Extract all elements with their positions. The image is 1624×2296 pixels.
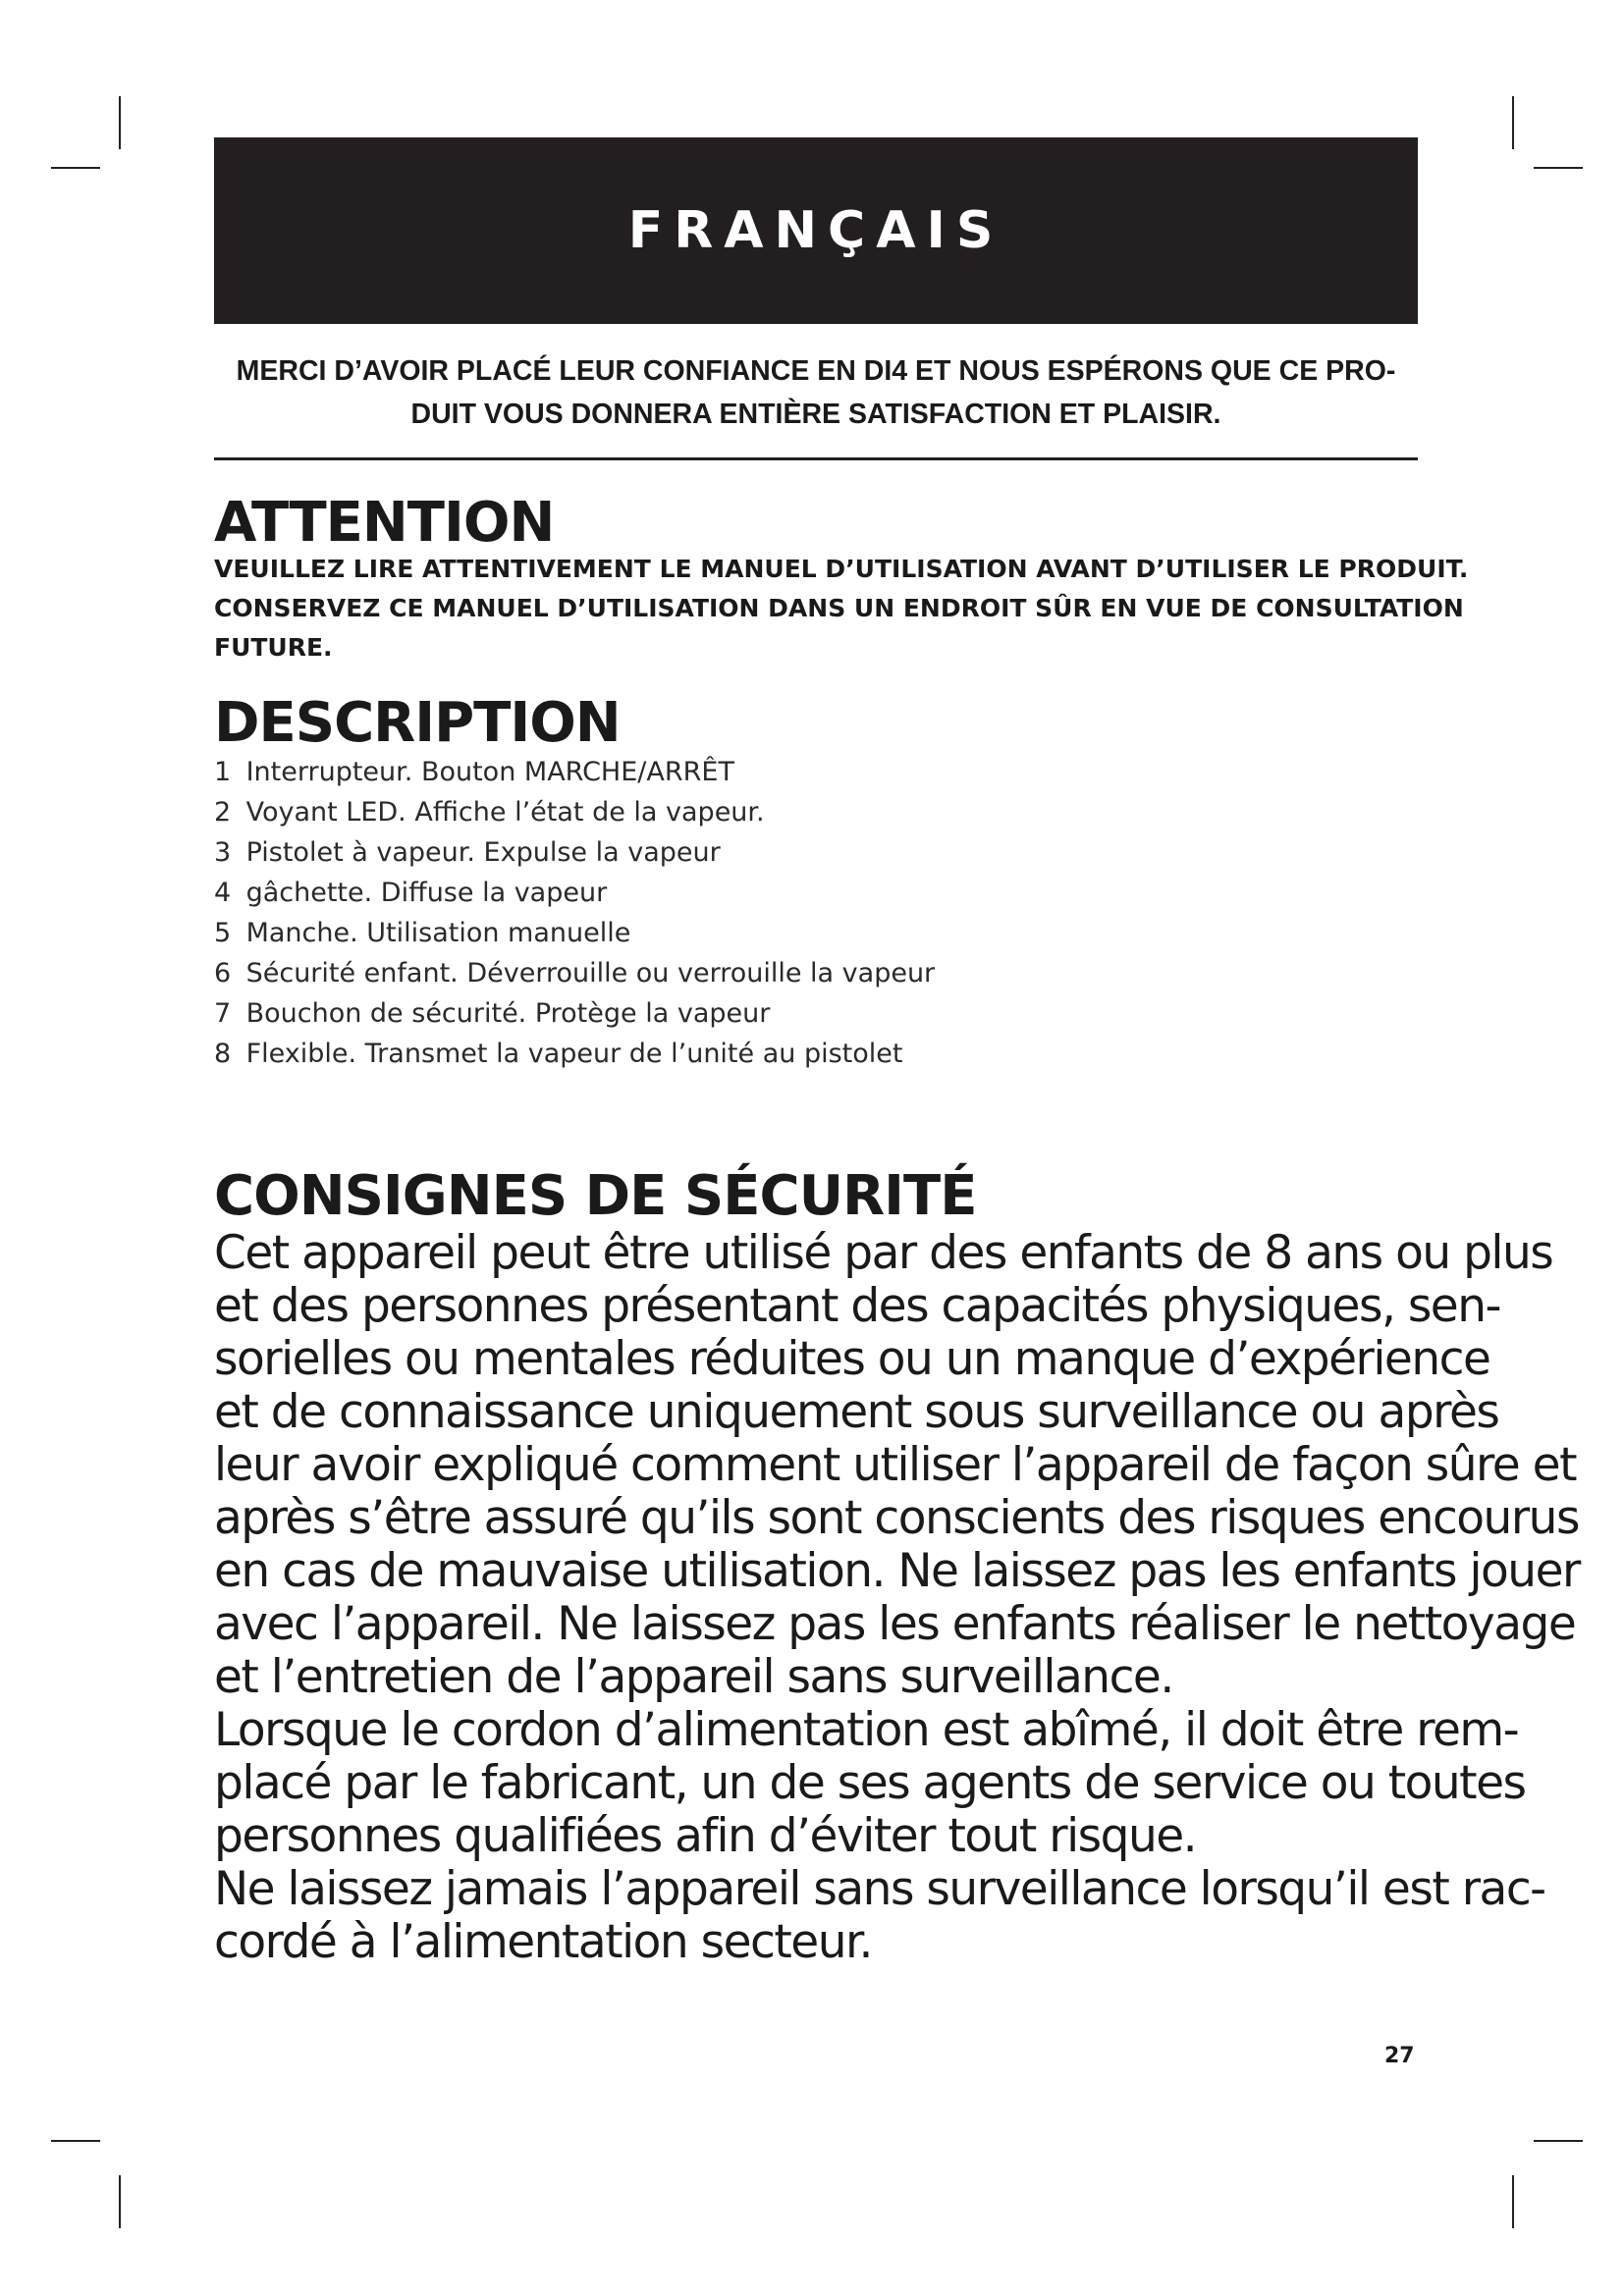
list-item: 1 Interrupteur. Bouton MARCHE/ARRÊT	[214, 757, 734, 787]
crop-mark	[119, 2175, 121, 2228]
crop-mark	[119, 96, 121, 149]
safety-line: Cet appareil peut être utilisé par des enfants de 8 ans ou plus	[214, 1226, 1553, 1280]
page-number: 27	[1384, 2044, 1415, 2068]
safety-line: cordé à l’alimentation secteur.	[214, 1915, 872, 1969]
safety-line: Ne laissez jamais l’appareil sans surveillance lorsqu’il est rac-	[214, 1862, 1545, 1916]
list-item: 5 Manche. Utilisation manuelle	[214, 918, 631, 948]
crop-mark	[51, 2140, 100, 2142]
list-item: 7 Bouchon de sécurité. Protège la vapeur	[214, 998, 771, 1029]
thanks-message	[214, 349, 1418, 436]
safety-line: placé par le fabricant, un de ses agents de service ou toutes	[214, 1756, 1526, 1810]
attention-text	[214, 550, 1469, 667]
crop-mark	[1512, 96, 1514, 149]
attention-line: CONSERVEZ CE MANUEL D’UTILISATION DANS UN ENDROIT SÛR EN VUE DE CONSULTATION	[214, 594, 1464, 622]
safety-line: avec l’appareil. Ne laissez pas les enfants réaliser le nettoyage	[214, 1597, 1576, 1651]
description-heading: DESCRIPTION	[214, 691, 621, 755]
crop-mark	[1512, 2175, 1514, 2228]
safety-text	[214, 1226, 1580, 1969]
safety-line: après s’être assuré qu’ils sont conscients des risques encourus	[214, 1491, 1579, 1545]
attention-line: FUTURE.	[214, 633, 333, 662]
language-banner	[214, 137, 1418, 324]
attention-line: VEUILLEZ LIRE ATTENTIVEMENT LE MANUEL D’UTILISATION AVANT D’UTILISER LE PRODUIT.	[214, 555, 1469, 583]
list-item: 4 gâchette. Diffuse la vapeur	[214, 878, 608, 908]
safety-heading: CONSIGNES DE SÉCURITÉ	[214, 1164, 977, 1228]
list-item: 6 Sécurité enfant. Déverrouille ou verrouille la vapeur	[214, 958, 936, 988]
safety-line: personnes qualifiées afin d’éviter tout risque.	[214, 1809, 1197, 1863]
list-item: 3 Pistolet à vapeur. Expulse la vapeur	[214, 837, 721, 868]
list-item: 8 Flexible. Transmet la vapeur de l’unité au pistolet	[214, 1039, 903, 1069]
divider	[214, 457, 1418, 460]
description-list	[214, 752, 935, 1074]
thanks-line: MERCI D’AVOIR PLACÉ LEUR CONFIANCE EN DI4 ET NOUS ESPÉRONS QUE CE PRO-	[236, 355, 1396, 387]
safety-line: et l’entretien de l’appareil sans surveillance.	[214, 1650, 1173, 1704]
attention-heading: ATTENTION	[214, 491, 555, 555]
safety-line: et de connaissance uniquement sous surveillance ou après	[214, 1385, 1499, 1439]
safety-line: Lorsque le cordon d’alimentation est abîmé, il doit être rem-	[214, 1703, 1519, 1757]
crop-mark	[51, 167, 100, 169]
thanks-line: DUIT VOUS DONNERA ENTIÈRE SATISFACTION ET PLAISIR.	[410, 399, 1221, 430]
safety-line: leur avoir expliqué comment utiliser l’appareil de façon sûre et	[214, 1438, 1577, 1492]
safety-line: sorielles ou mentales réduites ou un manque d’expérience	[214, 1332, 1490, 1386]
safety-line: et des personnes présentant des capacités physiques, sen-	[214, 1279, 1500, 1333]
safety-line: en cas de mauvaise utilisation. Ne laissez pas les enfants jouer	[214, 1544, 1580, 1598]
list-item: 2 Voyant LED. Affiche l’état de la vapeur.	[214, 797, 765, 828]
crop-mark	[1534, 167, 1583, 169]
crop-mark	[1534, 2140, 1583, 2142]
banner-title: FRANÇAIS	[627, 201, 1004, 260]
